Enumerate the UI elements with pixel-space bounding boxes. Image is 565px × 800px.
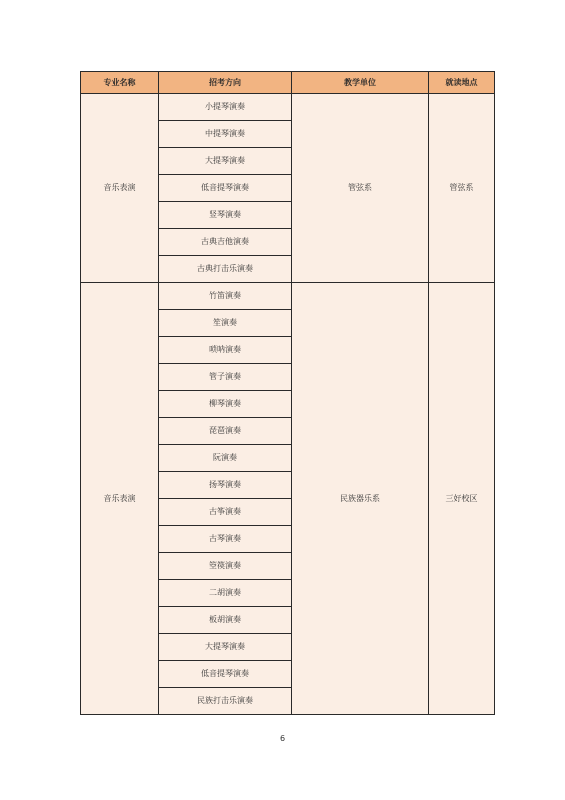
page-number: 6 bbox=[279, 734, 286, 743]
direction-cell: 阮演奏 bbox=[159, 445, 292, 472]
direction-cell: 小提琴演奏 bbox=[159, 94, 292, 121]
table-row bbox=[81, 94, 495, 121]
direction-cell: 低音提琴演奏 bbox=[159, 661, 292, 688]
header-location: 就读地点 bbox=[429, 72, 495, 94]
direction-cell: 大提琴演奏 bbox=[159, 148, 292, 175]
major-cell: 音乐表演 bbox=[81, 94, 159, 283]
direction-cell: 古典打击乐演奏 bbox=[159, 256, 292, 283]
direction-cell: 古典吉他演奏 bbox=[159, 229, 292, 256]
direction-cell: 扬琴演奏 bbox=[159, 472, 292, 499]
enrollment-table bbox=[80, 71, 495, 715]
direction-cell: 竹笛演奏 bbox=[159, 283, 292, 310]
direction-cell: 唢呐演奏 bbox=[159, 337, 292, 364]
direction-cell: 琵琶演奏 bbox=[159, 418, 292, 445]
direction-cell: 古筝演奏 bbox=[159, 499, 292, 526]
direction-cell: 竖琴演奏 bbox=[159, 202, 292, 229]
direction-cell: 古琴演奏 bbox=[159, 526, 292, 553]
direction-cell: 大提琴演奏 bbox=[159, 634, 292, 661]
location-cell: 三好校区 bbox=[429, 283, 495, 715]
table-row bbox=[81, 283, 495, 310]
direction-cell: 笙演奏 bbox=[159, 310, 292, 337]
header-department: 教学单位 bbox=[292, 72, 429, 94]
table-body bbox=[81, 94, 495, 715]
header-direction: 招考方向 bbox=[159, 72, 292, 94]
direction-cell: 柳琴演奏 bbox=[159, 391, 292, 418]
direction-cell: 二胡演奏 bbox=[159, 580, 292, 607]
header-row bbox=[81, 72, 495, 94]
direction-cell: 民族打击乐演奏 bbox=[159, 688, 292, 715]
department-cell: 民族器乐系 bbox=[292, 283, 429, 715]
major-cell: 音乐表演 bbox=[81, 283, 159, 715]
direction-cell: 中提琴演奏 bbox=[159, 121, 292, 148]
direction-cell: 低音提琴演奏 bbox=[159, 175, 292, 202]
direction-cell: 板胡演奏 bbox=[159, 607, 292, 634]
location-cell: 管弦系 bbox=[429, 94, 495, 283]
department-cell: 管弦系 bbox=[292, 94, 429, 283]
header-major: 专业名称 bbox=[81, 72, 159, 94]
direction-cell: 箜篌演奏 bbox=[159, 553, 292, 580]
direction-cell: 管子演奏 bbox=[159, 364, 292, 391]
